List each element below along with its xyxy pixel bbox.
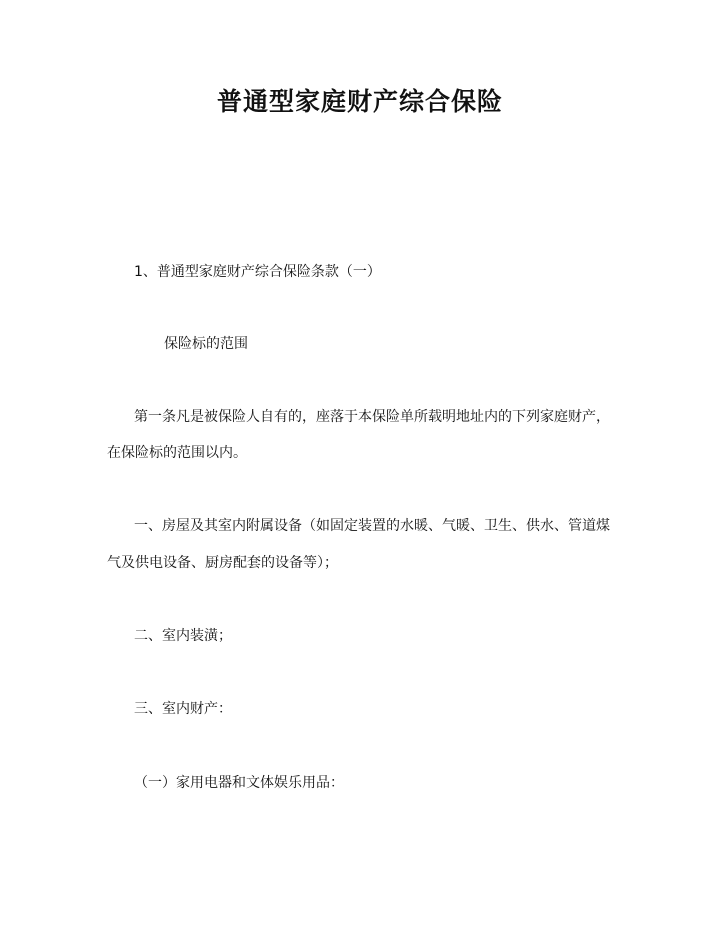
subitem-one-appliances: （一）家用电器和文体娱乐用品：	[134, 775, 344, 791]
document-title: 普通型家庭财产综合保险	[216, 87, 503, 116]
article-one-text: 第一条凡是被保险人自有的，座落于本保险单所载明地址内的下列家庭财产，	[134, 409, 610, 425]
item-one-house-equipment: 一、房屋及其室内附属设备（如固定装置的水暖、气暖、卫生、供水、管道煤	[134, 518, 610, 534]
article-one-text-continued: 在保险标的范围以内。	[107, 445, 247, 461]
clause-heading: 1、普通型家庭财产综合保险条款（一）	[134, 264, 381, 280]
item-two-interior-decoration: 二、室内装潢；	[134, 628, 232, 644]
item-one-house-equipment-continued: 气及供电设备、厨房配套的设备等）；	[107, 555, 338, 571]
item-three-indoor-property: 三、室内财产：	[134, 701, 232, 717]
section-heading-insured-scope: 保险标的范围	[164, 336, 248, 352]
